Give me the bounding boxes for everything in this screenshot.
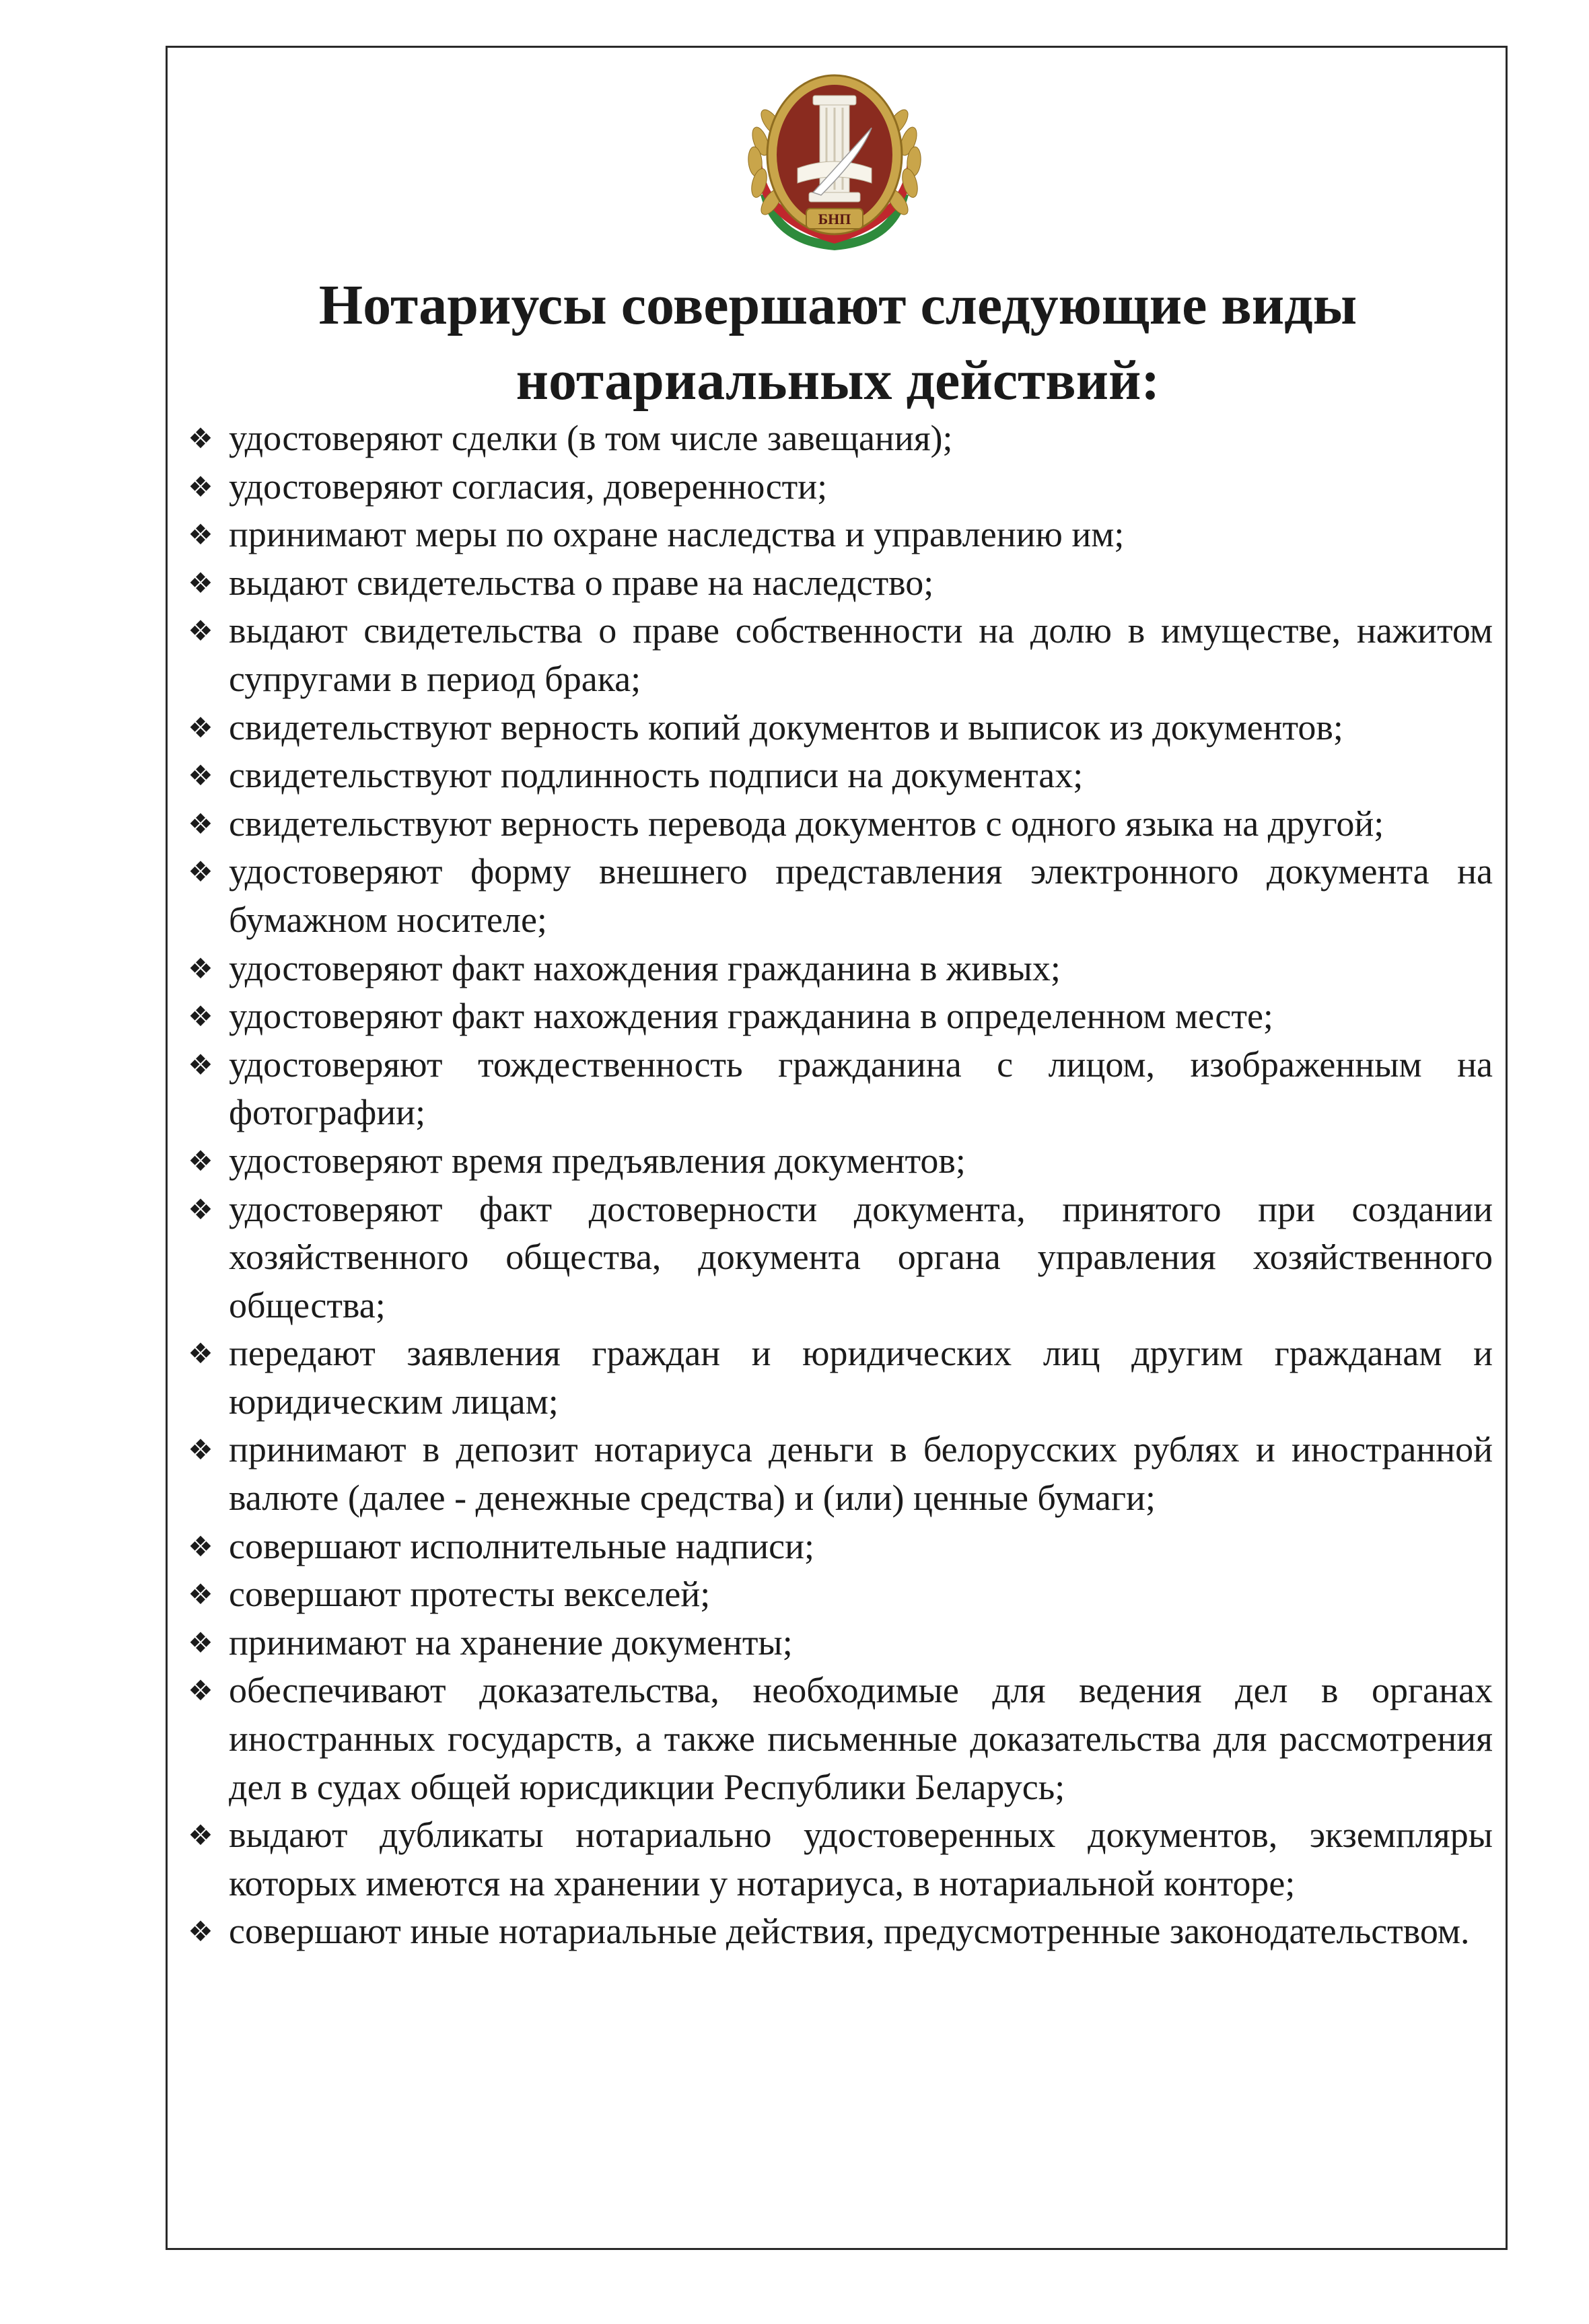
- diamond-cluster-icon: ❖: [188, 1192, 213, 1226]
- diamond-cluster-icon: ❖: [188, 1529, 213, 1563]
- list-item: [180, 1186, 1493, 1330]
- list-item: [180, 1041, 1493, 1137]
- emblem-monogram: БНП: [818, 211, 851, 227]
- list-item-text: выдают дубликаты нотариально удостоверенных документов, экземпляры которых имеются на хранении у нотариуса, в нотариальной конторе;: [229, 1815, 1493, 1903]
- list-item: [180, 1619, 1493, 1667]
- list-item: [180, 848, 1493, 944]
- list-item-text: удостоверяют согласия, доверенности;: [229, 466, 828, 507]
- list-item-text: принимают меры по охране наследства и управлению им;: [229, 514, 1125, 555]
- list-item: [180, 992, 1493, 1041]
- list-item: [180, 414, 1493, 463]
- diamond-cluster-icon: ❖: [188, 807, 213, 840]
- diamond-cluster-icon: ❖: [188, 1337, 213, 1371]
- diamond-cluster-icon: ❖: [188, 1626, 213, 1659]
- list-item-text: выдают свидетельства о праве собственности на долю в имуществе, нажитом супругами в период брака;: [229, 610, 1493, 699]
- diamond-cluster-icon: ❖: [188, 470, 213, 503]
- list-item-text: удостоверяют тождественность гражданина с лицом, изображенным на фотографии;: [229, 1044, 1493, 1133]
- list-item: [180, 704, 1493, 752]
- diamond-cluster-icon: ❖: [188, 1048, 213, 1081]
- diamond-cluster-icon: ❖: [188, 566, 213, 600]
- list-item: [180, 800, 1493, 848]
- list-item: [180, 1523, 1493, 1571]
- list-item: [180, 1570, 1493, 1619]
- list-item-text: свидетельствуют подлинность подписи на документах;: [229, 755, 1084, 796]
- list-item-text: удостоверяют сделки (в том числе завещания);: [229, 418, 953, 458]
- list-item: [180, 559, 1493, 608]
- list-item-text: свидетельствуют верность перевода документов с одного языка на другой;: [229, 803, 1384, 844]
- list-item-text: удостоверяют время предъявления документов;: [229, 1140, 966, 1181]
- diamond-cluster-icon: ❖: [188, 711, 213, 744]
- diamond-cluster-icon: ❖: [188, 951, 213, 985]
- list-item: [180, 1908, 1493, 1956]
- diamond-cluster-icon: ❖: [188, 855, 213, 889]
- list-item-text: совершают исполнительные надписи;: [229, 1525, 814, 1566]
- list-item: [180, 1137, 1493, 1186]
- list-item-text: обеспечивают доказательства, необходимые для ведения дел в органах иностранных государств, а также письменные доказательства для рассмотрения дел в судах общей юрисдикции Республики Беларусь;: [229, 1670, 1493, 1807]
- list-item-text: удостоверяют факт нахождения гражданина в живых;: [229, 947, 1061, 988]
- list-item-text: принимают в депозит нотариуса деньги в белорусских рублях и иностранной валюте (далее - денежные средства) и (или) ценные бумаги;: [229, 1429, 1493, 1519]
- diamond-cluster-icon: ❖: [188, 1433, 213, 1467]
- title-line-2: нотариальных действий:: [516, 349, 1160, 412]
- bnp-notary-emblem-icon: [734, 61, 935, 256]
- list-item-text: совершают протесты векселей;: [229, 1574, 711, 1615]
- diamond-cluster-icon: ❖: [188, 614, 213, 648]
- list-item-text: совершают иные нотариальные действия, предусмотренные законодательством.: [229, 1911, 1470, 1952]
- diamond-cluster-icon: ❖: [188, 1915, 213, 1949]
- list-item-text: выдают свидетельства о праве на наследство;: [229, 562, 934, 603]
- list-item: [180, 1667, 1493, 1811]
- list-item-text: удостоверяют форму внешнего представления электронного документа на бумажном носителе;: [229, 851, 1493, 940]
- diamond-cluster-icon: ❖: [188, 1000, 213, 1033]
- list-item-text: удостоверяют факт нахождения гражданина в определенном месте;: [229, 996, 1273, 1037]
- diamond-cluster-icon: ❖: [188, 759, 213, 793]
- list-item: [180, 463, 1493, 511]
- diamond-cluster-icon: ❖: [188, 1144, 213, 1177]
- list-item-text: принимают на хранение документы;: [229, 1622, 793, 1663]
- list-item-text: передают заявления граждан и юридических лиц другим гражданам и юридическим лицам;: [229, 1333, 1493, 1422]
- diamond-cluster-icon: ❖: [188, 422, 213, 455]
- list-item: [180, 1330, 1493, 1426]
- diamond-cluster-icon: ❖: [188, 518, 213, 552]
- list-item: [180, 1426, 1493, 1522]
- list-item: [180, 511, 1493, 559]
- title-line-1: Нотариусы совершают следующие виды: [318, 274, 1357, 336]
- page-title: [182, 268, 1494, 419]
- list-item-text: удостоверяют факт достоверности документа, принятого при создании хозяйственного общества, документа органа управления хозяйственного общества;: [229, 1188, 1493, 1326]
- notarial-actions-list: [180, 414, 1493, 1956]
- list-item: [180, 1811, 1493, 1908]
- diamond-cluster-icon: ❖: [188, 1578, 213, 1611]
- list-item-text: свидетельствуют верность копий документов и выписок из документов;: [229, 706, 1343, 748]
- list-item: [180, 752, 1493, 800]
- diamond-cluster-icon: ❖: [188, 1819, 213, 1852]
- diamond-cluster-icon: ❖: [188, 1674, 213, 1708]
- list-item: [180, 607, 1493, 703]
- list-item: [180, 945, 1493, 993]
